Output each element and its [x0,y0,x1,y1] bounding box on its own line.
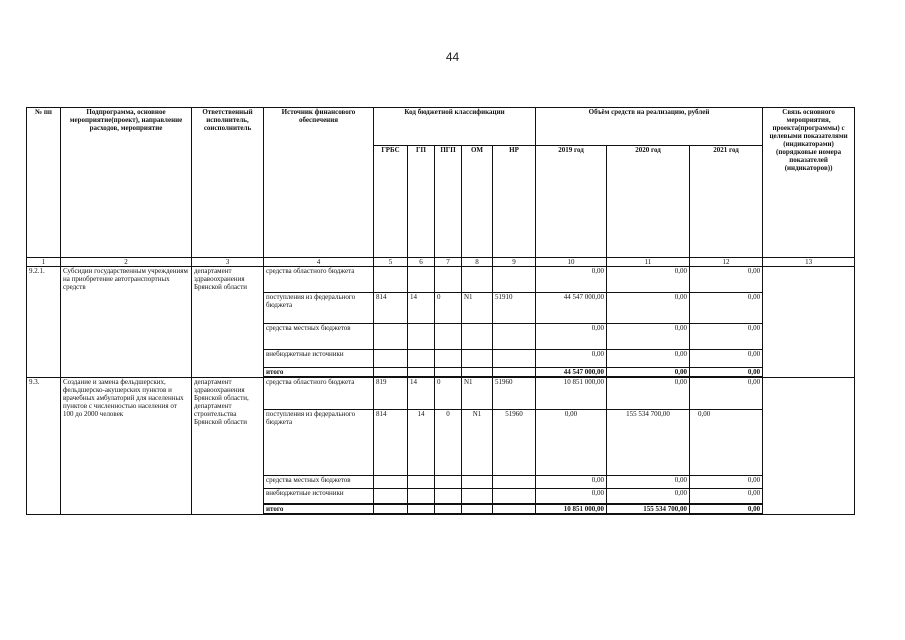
indicator-link-cell [763,267,855,378]
total-2021: 0,00 [690,504,763,514]
amount-2020: 0,00 [607,377,690,409]
om-cell [462,350,493,368]
gp-cell: 14 [408,409,435,475]
total-2019: 44 547 000,00 [536,368,607,378]
column-index-cell: 4 [264,258,374,267]
column-index-cell: 1 [27,258,61,267]
om-cell [462,368,493,378]
funding-source: поступления из федерального бюджета [264,409,374,475]
gp-cell [408,488,435,504]
amount-2020: 0,00 [607,267,690,293]
col-header-2020: 2020 год [607,146,690,258]
pgp-cell [435,368,462,378]
om-cell [462,475,493,488]
grbs-cell [374,504,408,514]
col-header-responsible: Ответственный исполнитель, соисполнитель [192,108,264,258]
gp-cell [408,368,435,378]
amount-2021: 0,00 [690,475,763,488]
funding-source: итого [264,368,374,378]
funding-source: средства областного бюджета [264,377,374,409]
col-header-budget-code: Код бюджетной классификации [374,108,536,146]
funding-source: средства местных бюджетов [264,324,374,350]
amount-2021: 0,00 [690,350,763,368]
gp-cell [408,267,435,293]
nr-cell: 51910 [493,293,536,324]
amount-2019: 0,00 [536,267,607,293]
column-index-cell: 12 [690,258,763,267]
amount-2019: 0,00 [536,409,607,475]
total-2020: 0,00 [607,368,690,378]
total-2021: 0,00 [690,368,763,378]
nr-cell [493,267,536,293]
column-index-cell: 2 [61,258,192,267]
pgp-cell: 0 [435,409,462,475]
om-cell: N1 [462,377,493,409]
funding-source: средства областного бюджета [264,267,374,293]
budget-table [26,107,855,515]
pgp-cell [435,267,462,293]
column-index-cell: 10 [536,258,607,267]
col-header-volume: Объём средств на реализацию, рублей [536,108,763,146]
grbs-cell: 814 [374,293,408,324]
col-header-om: ОМ [462,146,493,258]
header-row-1 [27,108,855,146]
nr-cell [493,488,536,504]
col-header-gp: ГП [408,146,435,258]
measure-title: Создание и замена фельдшерских, фельдшерско-акушерских пунктов и врачебных амбулаторий для населенных пунктов с численностью населения от 100 до 2000 человек [61,377,192,514]
gp-cell [408,475,435,488]
amount-2020: 0,00 [607,324,690,350]
gp-cell: 14 [408,377,435,409]
row-number: 9.2.1. [27,267,61,378]
col-header-source: Источник финансового обеспечения [264,108,374,258]
pgp-cell: 0 [435,293,462,324]
om-cell: N1 [462,293,493,324]
amount-2021: 0,00 [690,324,763,350]
grbs-cell [374,475,408,488]
amount-2020: 155 534 700,00 [607,409,690,475]
pgp-cell [435,475,462,488]
om-cell [462,504,493,514]
col-header-num: № пп [27,108,61,258]
gp-cell [408,350,435,368]
amount-2020: 0,00 [607,293,690,324]
total-2020: 155 534 700,00 [607,504,690,514]
column-index-cell: 13 [763,258,855,267]
nr-cell [493,350,536,368]
pgp-cell [435,324,462,350]
column-index-cell: 5 [374,258,408,267]
gp-cell [408,504,435,514]
pgp-cell: 0 [435,377,462,409]
amount-2019: 0,00 [536,324,607,350]
col-header-2019: 2019 год [536,146,607,258]
om-cell: N1 [462,409,493,475]
nr-cell [493,368,536,378]
amount-2021: 0,00 [690,409,763,475]
amount-2019: 0,00 [536,475,607,488]
nr-cell: 51960 [493,377,536,409]
row-number: 9.3. [27,377,61,514]
grbs-cell: 819 [374,377,408,409]
column-index-cell: 11 [607,258,690,267]
amount-2020: 0,00 [607,475,690,488]
responsible-executor: департамент здравоохранения Брянской области [192,267,264,378]
indicator-link-cell [763,377,855,514]
nr-cell: 51960 [493,409,536,475]
table-row [27,377,855,409]
amount-2021: 0,00 [690,488,763,504]
column-index-cell: 6 [408,258,435,267]
funding-source: итого [264,504,374,514]
grbs-cell [374,350,408,368]
amount-2020: 0,00 [607,488,690,504]
amount-2021: 0,00 [690,267,763,293]
col-header-link: Связь основного мероприятия, проекта(программы) с целевыми показателями (индикаторами) (порядковые номера показателей (индикаторов)) [763,108,855,258]
grbs-cell [374,324,408,350]
funding-source: поступления из федерального бюджета [264,293,374,324]
measure-title: Субсидии государственным учреждениям на приобретение автотранспортных средств [61,267,192,378]
gp-cell [408,324,435,350]
column-index-cell: 9 [493,258,536,267]
amount-2019: 0,00 [536,350,607,368]
pgp-cell [435,504,462,514]
nr-cell [493,324,536,350]
column-index-row [27,258,855,267]
amount-2019: 0,00 [536,488,607,504]
col-header-nr: НР [493,146,536,258]
page-number: 44 [445,50,460,64]
funding-source: средства местных бюджетов [264,475,374,488]
table-row [27,267,855,293]
grbs-cell: 814 [374,409,408,475]
om-cell [462,488,493,504]
om-cell [462,267,493,293]
col-header-pgp: ПГП [435,146,462,258]
amount-2021: 0,00 [690,293,763,324]
nr-cell [493,504,536,514]
grbs-cell [374,488,408,504]
gp-cell: 14 [408,293,435,324]
grbs-cell [374,368,408,378]
nr-cell [493,475,536,488]
pgp-cell [435,350,462,368]
om-cell [462,324,493,350]
responsible-executor: департамент здравоохранения Брянской области, департамент строительства Брянской области [192,377,264,514]
pgp-cell [435,488,462,504]
col-header-2021: 2021 год [690,146,763,258]
col-header-grbs: ГРБС [374,146,408,258]
funding-source: внебюджетные источники [264,350,374,368]
col-header-subprogram: Подпрограмма, основное мероприятие(проект), направление расходов, мероприятие [61,108,192,258]
grbs-cell [374,267,408,293]
amount-2021: 0,00 [690,377,763,409]
column-index-cell: 7 [435,258,462,267]
amount-2020: 0,00 [607,350,690,368]
amount-2019: 44 547 000,00 [536,293,607,324]
funding-source: внебюджетные источники [264,488,374,504]
column-index-cell: 3 [192,258,264,267]
amount-2019: 10 851 000,00 [536,377,607,409]
column-index-cell: 8 [462,258,493,267]
total-2019: 10 851 000,00 [536,504,607,514]
